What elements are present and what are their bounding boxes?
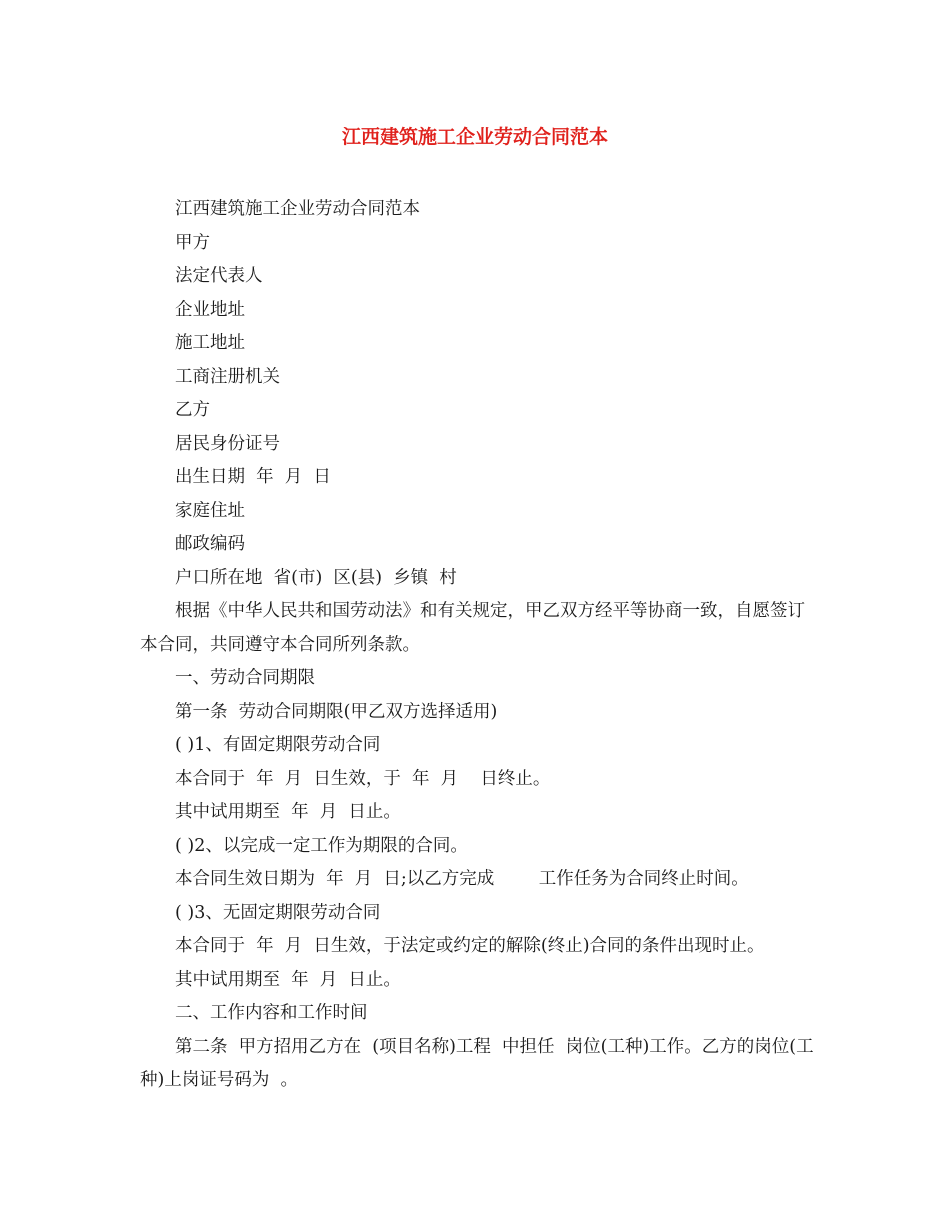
paragraph: ( )3、无固定期限劳动合同 bbox=[175, 902, 381, 923]
paragraph: 家庭住址 bbox=[175, 500, 245, 521]
paragraph: 企业地址 bbox=[175, 299, 245, 320]
paragraph: 根据《中华人民共和国劳动法》和有关规定，甲乙双方经平等协商一致，自愿签订本合同，共同遵守本合同所列条款。 bbox=[140, 601, 805, 655]
paragraph: ( )1、有固定期限劳动合同 bbox=[175, 735, 381, 755]
document-body bbox=[140, 193, 815, 1098]
paragraph: 二、工作内容和工作时间 bbox=[175, 1003, 368, 1023]
paragraph: 本合同于 年 月 日生效，于 年 月 日终止。 bbox=[175, 768, 551, 789]
paragraph: 一、劳动合同期限 bbox=[175, 668, 315, 688]
document-title: 江西建筑施工企业劳动合同范本 bbox=[341, 126, 608, 148]
paragraph: 第一条 劳动合同期限(甲乙双方选择适用) bbox=[175, 701, 498, 722]
paragraph: 其中试用期至 年 月 日止。 bbox=[175, 802, 401, 822]
paragraph: 工商注册机关 bbox=[175, 366, 280, 387]
paragraph: 出生日期 年 月 日 bbox=[175, 467, 331, 487]
paragraph: 本合同生效日期为 年 月 日;以乙方完成 工作任务为合同终止时间。 bbox=[175, 869, 749, 889]
paragraph: 法定代表人 bbox=[175, 266, 263, 286]
paragraph: ( )2、以完成一定工作为期限的合同。 bbox=[175, 835, 468, 856]
paragraph: 户口所在地 省(市) 区(县) 乡镇 村 bbox=[175, 567, 457, 588]
paragraph: 乙方 bbox=[175, 400, 210, 420]
paragraph: 居民身份证号 bbox=[175, 433, 280, 454]
paragraph: 甲方 bbox=[175, 232, 210, 253]
paragraph: 施工地址 bbox=[175, 333, 245, 353]
paragraph: 邮政编码 bbox=[175, 534, 245, 554]
paragraph: 其中试用期至 年 月 日止。 bbox=[175, 969, 401, 990]
paragraph: 本合同于 年 月 日生效，于法定或约定的解除(终止)合同的条件出现时止。 bbox=[175, 936, 765, 956]
paragraph: 第二条 甲方招用乙方在 (项目名称)工程 中担任 岗位(工种)工作。乙方的岗位(工种)上岗证号码为 。 bbox=[140, 1036, 814, 1090]
paragraph: 江西建筑施工企业劳动合同范本 bbox=[175, 199, 420, 219]
